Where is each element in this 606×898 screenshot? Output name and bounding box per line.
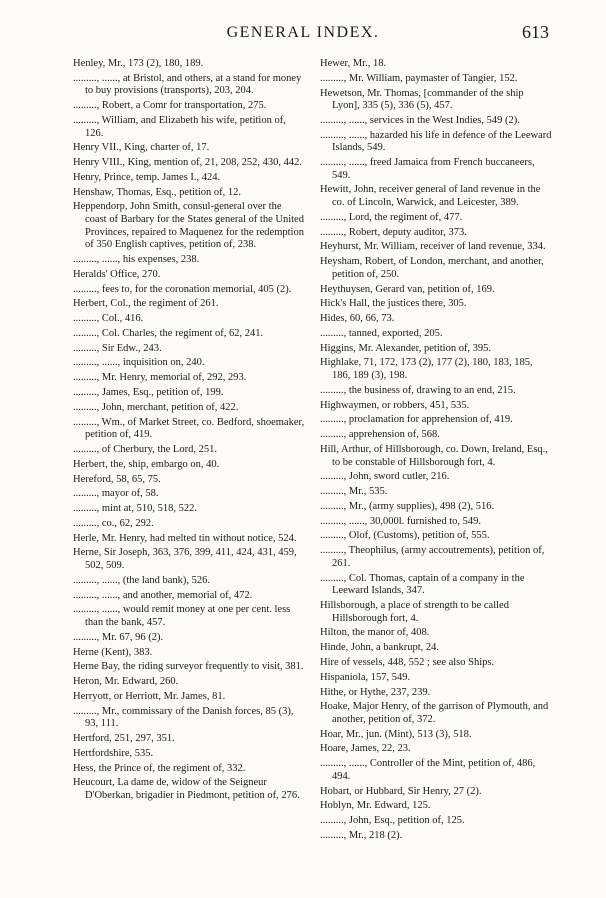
index-entry: Herne Bay, the riding surveyor frequently to visit, 381. (73, 661, 304, 673)
index-entry: ........., ......, hazarded his life in defence of the Leeward Islands, 549. (320, 129, 552, 154)
index-entry: Hilton, the manor of, 408. (320, 627, 430, 639)
index-entry: Hire of vessels, 448, 552 ; see also Ships. (320, 656, 495, 668)
index-entry: ........., ......, and another, memorial of, 472. (73, 589, 253, 601)
right-index-column (320, 58, 552, 845)
left-index-column (73, 58, 305, 805)
index-entry: ........., John, sword cutler, 216. (320, 471, 450, 483)
index-entry: Henry VIII., King, mention of, 21, 208, 252, 430, 442. (73, 157, 303, 169)
index-entry: Hinde, John, a bankrupt, 24. (320, 642, 439, 654)
index-entry: ........., ......, (the land bank), 526. (73, 574, 211, 586)
index-entry: ........., ......, Controller of the Mint, petition of, 486, 494. (320, 758, 536, 782)
index-entry: ........., Mr., commissary of the Danish forces, 85 (3), 93, 111. (73, 705, 294, 730)
index-entry: ........., Col., 416. (73, 313, 144, 325)
index-entry: Hewer, Mr., 18. (320, 58, 387, 69)
index-entry: Henley, Mr., 173 (2), 180, 189. (73, 58, 204, 69)
index-entry: ........., tanned, exported, 205. (320, 327, 443, 339)
index-entry: ........., of Cherbury, the Lord, 251. (73, 443, 217, 455)
index-entry: ........., Wm., of Market Street, co. Bedford, shoemaker, petition of, 419. (73, 416, 305, 441)
index-entry: Hick's Hall, the justices there, 305. (320, 298, 467, 310)
index-entry: ........., mint at, 510, 518, 522. (73, 503, 197, 515)
index-entry: Hoblyn, Mr. Edward, 125. (320, 800, 431, 812)
index-entry: Herryott, or Herriott, Mr. James, 81. (73, 690, 226, 702)
index-entry: ........., Mr., 218 (2). (320, 829, 403, 841)
index-entry: Heythuysen, Gerard van, petition of, 169. (320, 283, 495, 295)
index-entry: ........., the business of, drawing to an end, 215. (320, 384, 516, 396)
index-entry: Herbert, Col., the regiment of 261. (73, 298, 219, 310)
index-entry: ........., mayor of, 58. (73, 488, 159, 500)
index-entry: Hill, Arthur, of Hillsborough, co. Down, Ireland, Esq., to be constable of Hillsborough fort, 4. (320, 443, 548, 468)
index-entry: Herne, Sir Joseph, 363, 376, 399, 411, 424, 431, 459, 502, 509. (73, 547, 297, 572)
index-entry: ........., Mr. 67, 96 (2). (73, 631, 164, 643)
page-number: 613 (522, 22, 549, 42)
index-entry: Hoake, Major Henry, of the garrison of Plymouth, and another, petition of, 372. (320, 701, 549, 725)
index-entry: ........., ......, services in the West Indies, 549 (2). (320, 114, 520, 126)
index-entry: Herne (Kent), 383. (73, 646, 153, 658)
index-entry: Highlake, 71, 172, 173 (2), 177 (2), 180, 183, 185, 186, 189 (3), 198. (320, 357, 533, 382)
index-entry: ........., Sir Edw., 243. (73, 342, 162, 354)
index-entry: ........., ......, inquisition on, 240. (73, 357, 205, 369)
index-entry: Heysham, Robert, of London, merchant, and another, petition of, 250. (320, 256, 544, 280)
index-entry: Higgins, Mr. Alexander, petition of, 395. (320, 342, 492, 354)
index-entry: Hides, 60, 66, 73. (320, 313, 395, 325)
index-entry: ........., John, Esq., petition of, 125. (320, 815, 465, 827)
index-entry: Hess, the Prince of, the regiment of, 332. (73, 762, 246, 774)
index-entry: Highwaymen, or robbers, 451, 535. (320, 399, 470, 411)
index-entry: ........., Lord, the regiment of, 477. (320, 211, 463, 223)
index-entry: ........., ......, 30,000l. furnished to, 549. (320, 515, 481, 527)
page-title: GENERAL INDEX. (226, 24, 380, 41)
index-entry: Henry, Prince, temp. James I., 424. (73, 171, 221, 183)
index-entry: ........., Col. Charles, the regiment of, 62, 241. (73, 327, 264, 339)
index-entry: ........., proclamation for apprehension of, 419. (320, 414, 513, 426)
index-entry: ........., William, and Elizabeth his wife, petition of, 126. (73, 114, 286, 139)
index-entry: ........., fees to, for the coronation memorial, 405 (2). (73, 283, 292, 295)
index-entry: Henshaw, Thomas, Esq., petition of, 12. (73, 186, 241, 198)
index-entry: ........., Olof, (Customs), petition of, 555. (320, 530, 490, 542)
index-entry: ........., James, Esq., petition of, 199. (73, 387, 224, 399)
index-entry: ........., Mr. William, paymaster of Tangier, 152. (320, 72, 518, 84)
index-entry: ........., ......, freed Jamaica from French buccaneers, 549. (320, 157, 535, 181)
index-entry: ........., Mr. Henry, memorial of, 292, 293. (73, 372, 247, 384)
index-entry: Heralds' Office, 270. (73, 268, 161, 280)
index-entry: Herbert, the, ship, embargo on, 40. (73, 458, 220, 470)
index-entry: Heppendorp, John Smith, consul-general over the coast of Barbary for the States general of the United Provinces, repaired to Maquenez for the redemption of 350 English captives, petition of, 238. (73, 201, 304, 251)
index-entry: ........., ......, at Bristol, and others, at a stand for money to buy provisions (transports), 203, 204. (73, 72, 302, 97)
index-entry: ........., apprehension of, 568. (320, 429, 440, 441)
index-entry: Hispaniola, 157, 549. (320, 671, 411, 683)
index-entry: Hertford, 251, 297, 351. (73, 733, 175, 745)
index-entry: Hewetson, Mr. Thomas, [commander of the ship Lyon], 335 (5), 336 (5), 457. (320, 87, 524, 112)
index-entry: Heron, Mr. Edward, 260. (73, 676, 179, 688)
index-entry: ........., Mr., (army supplies), 498 (2), 516. (320, 500, 495, 512)
index-entry: ........., Mr., 535. (320, 486, 388, 498)
index-entry: Hereford, 58, 65, 75. (73, 473, 161, 485)
index-entry: Heyhurst, Mr. William, receiver of land revenue, 334. (320, 241, 546, 253)
index-entry: ........., ......, his expenses, 238. (73, 254, 200, 265)
index-entry: Herle, Mr. Henry, had melted tin without notice, 524. (73, 532, 297, 544)
index-entry: Hertfordshire, 535. (73, 747, 154, 759)
index-entry: Hoar, Mr., jun. (Mint), 513 (3), 518. (320, 728, 472, 740)
index-entry: ........., ......, would remit money at one per cent. less than the bank, 457. (73, 604, 291, 628)
index-entry: Hoare, James, 22, 23. (320, 743, 411, 755)
index-entry: Henry VII., King, charter of, 17. (73, 142, 210, 154)
index-entry: ........., Robert, deputy auditor, 373. (320, 226, 467, 238)
index-entry: Hithe, or Hythe, 237, 239. (320, 686, 431, 698)
index-entry: Hillsborough, a place of strength to be called Hillsborough fort, 4. (320, 600, 509, 624)
index-entry: ........., Theophilus, (army accoutrements), petition of, 261. (320, 545, 545, 569)
index-entry: ........., John, merchant, petition of, 422. (73, 401, 239, 413)
index-entry: ........., Col. Thomas, captain of a company in the Leeward Islands, 347. (320, 572, 525, 597)
index-entry: Hewitt, John, receiver general of land revenue in the co. of Lincoln, Warwick, and Leicester, 389. (320, 184, 541, 209)
index-entry: Hobart, or Hubbard, Sir Henry, 27 (2). (320, 785, 482, 797)
index-entry: ........., co., 62, 292. (73, 517, 154, 529)
index-entry: Heucourt, La dame de, widow of the Seigneur D'Oberkan, brigadier in Piedmont, petition of, 276. (73, 777, 300, 801)
index-entry: ........., Robert, a Comr for transportation, 275. (73, 100, 267, 112)
